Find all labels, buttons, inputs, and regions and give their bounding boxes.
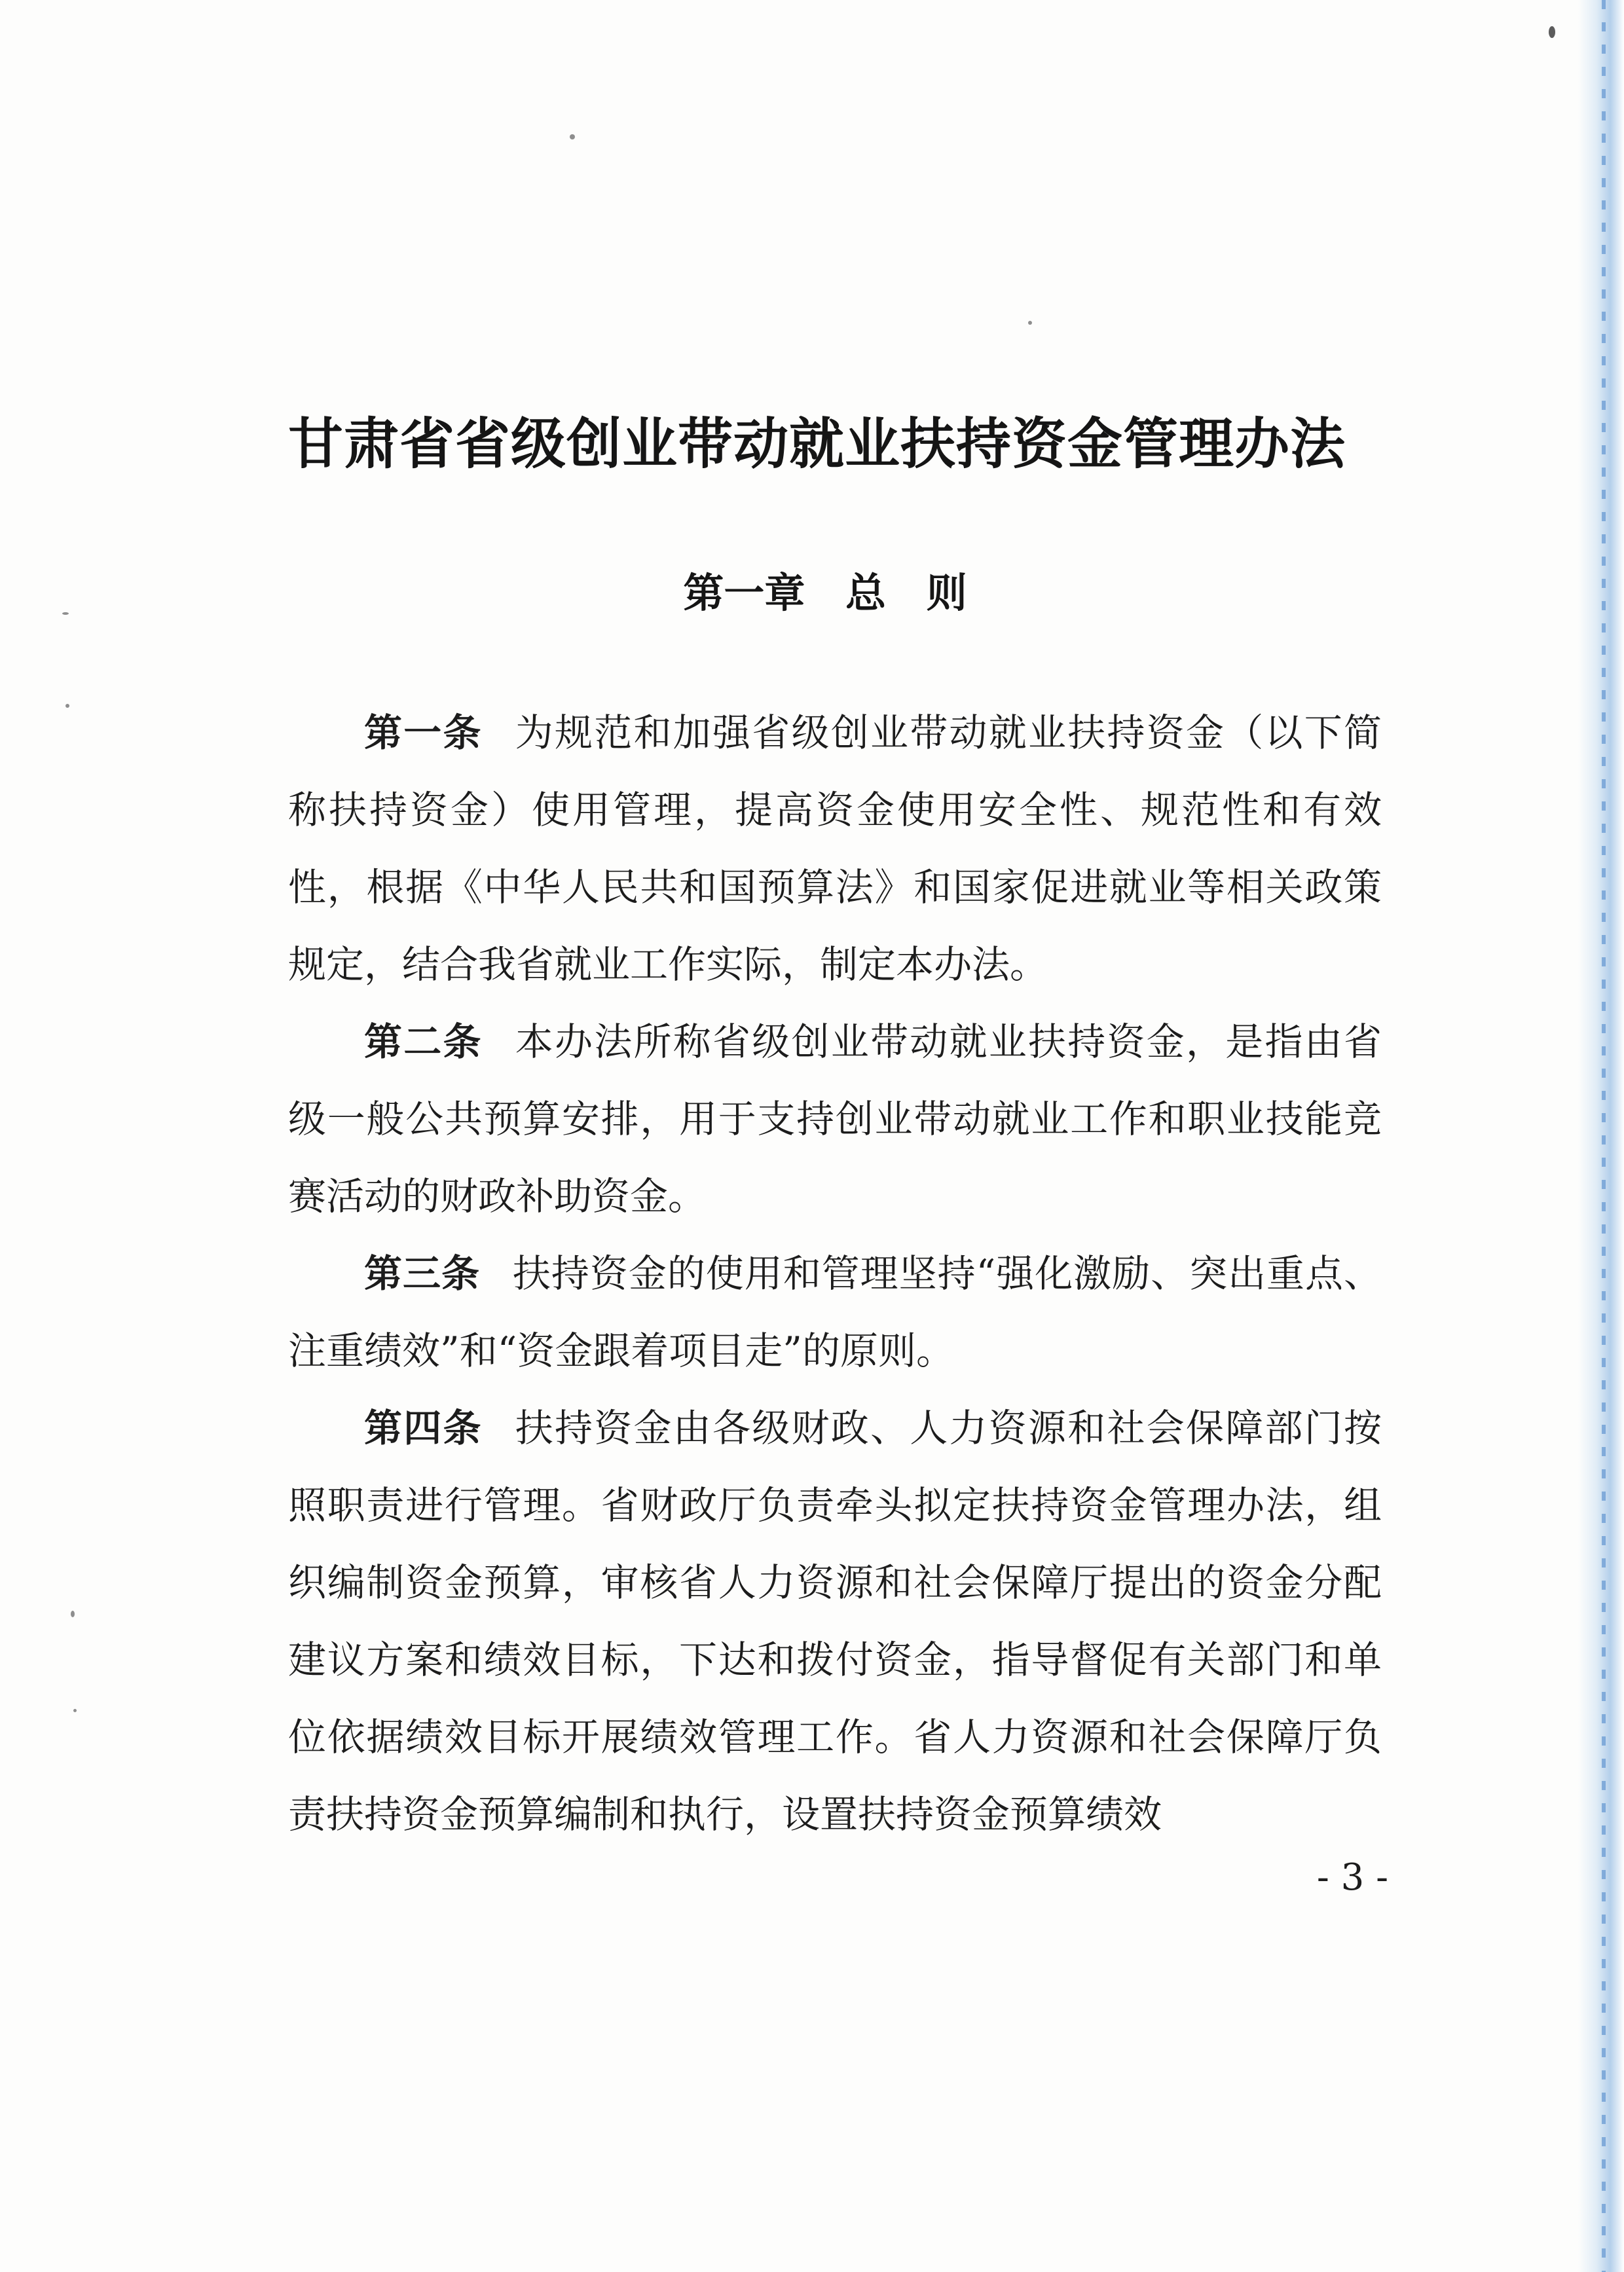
scan-edge-line: [1602, 0, 1606, 2272]
scan-speck: [73, 1709, 77, 1712]
scan-speck: [62, 612, 69, 615]
document-body: [288, 694, 1382, 1853]
article-text: 为规范和加强省级创业带动就业扶持资金（以下简称扶持资金）使用管理，提高资金使用安全性、规范性和有效性，根据《中华人民共和国预算法》和国家促进就业等相关政策规定，结合我省就业工作实际，制定本办法。: [288, 710, 1382, 987]
scan-speck: [65, 704, 69, 708]
article-text: 扶持资金由各级财政、人力资源和社会保障部门按照职责进行管理。省财政厅负责牵头拟定扶持资金管理办法，组织编制资金预算，审核省人力资源和社会保障厅提出的资金分配建议方案和绩效目标，下达和拨付资金，指导督促有关部门和单位依据绩效目标开展绩效管理工作。省人力资源和社会保障厅负责扶持资金预算编制和执行，设置扶持资金预算绩效: [288, 1406, 1382, 1837]
scan-speck: [71, 1611, 75, 1617]
document-title: 甘肃省省级创业带动就业扶持资金管理办法: [288, 412, 1346, 477]
article-paragraph: [288, 1003, 1382, 1235]
scan-edge-artifact: [1578, 0, 1624, 2272]
scan-speck: [570, 134, 575, 139]
page-number: - 3 -: [1316, 1856, 1388, 1899]
scan-speck: [1549, 26, 1555, 38]
chapter-heading: 第一章 总 则: [683, 569, 967, 617]
article-label: 第三条: [364, 1251, 480, 1296]
article-paragraph: [288, 694, 1382, 1003]
article-label: 第四条: [364, 1406, 483, 1450]
article-label: 第一条: [364, 710, 483, 755]
article-paragraph: [288, 1389, 1382, 1853]
article-text: 本办法所称省级创业带动就业扶持资金，是指由省级一般公共预算安排，用于支持创业带动就业工作和职业技能竞赛活动的财政补助资金。: [288, 1019, 1382, 1218]
article-text: 扶持资金的使用和管理坚持“强化激励、突出重点、注重绩效”和“资金跟着项目走”的原则。: [288, 1251, 1382, 1373]
article-label: 第二条: [364, 1019, 483, 1064]
scan-speck: [1028, 321, 1032, 325]
article-paragraph: [288, 1235, 1382, 1389]
